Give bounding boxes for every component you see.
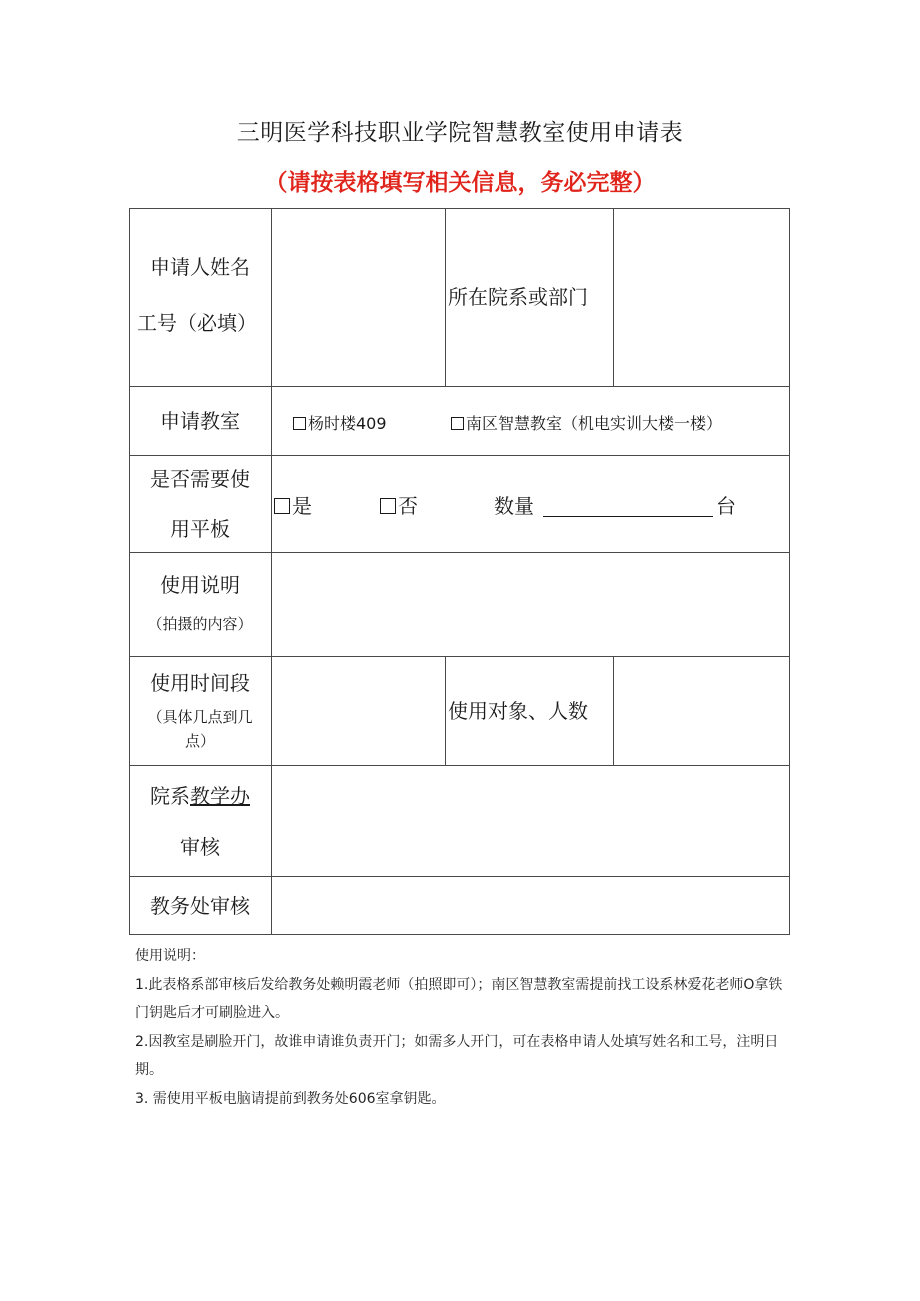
department-label: 所在院系或部门: [448, 284, 588, 309]
page-title: 三明医学科技职业学院智慧教室使用申请表: [236, 120, 684, 146]
classroom-option-south[interactable]: 南区智慧教室（机电实训大楼一楼）: [451, 411, 722, 434]
time-field[interactable]: [272, 657, 444, 765]
usage-label: 使用说明: [160, 572, 240, 597]
usage-sublabel: （拍摄的内容）: [147, 614, 253, 633]
table-border-bottom: [129, 934, 790, 935]
time-label: 使用时间段: [150, 670, 250, 695]
usage-notes: [135, 942, 795, 1113]
tablet-no-option[interactable]: 否: [380, 490, 418, 519]
classroom-option-yangshi[interactable]: 杨时楼409: [293, 411, 387, 434]
tablet-label-line1: 是否需要使: [150, 466, 250, 491]
note-item: 2.因教室是刷脸开门，故谁申请谁负责开门；如需多人开门，可在表格申请人处填写姓名和工号，注明日期。: [135, 1033, 779, 1078]
time-sublabel-line2: 点）: [184, 731, 215, 750]
checkbox-icon: [293, 417, 306, 430]
note-item: 1.此表格系部审核后发给教务处赖明霞老师（拍照即可）；南区智慧教室需提前找工设系林爱花老师O拿铁门钥匙后才可刷脸进入。: [135, 976, 783, 1021]
quantity-field[interactable]: [543, 498, 713, 517]
applicant-name-label: 申请人姓名: [150, 254, 250, 279]
checkbox-icon: [380, 498, 396, 514]
note-item: 3. 需使用平板电脑请提前到教务处606室拿钥匙。: [135, 1090, 446, 1107]
office-review-label: 教务处审核: [150, 893, 250, 918]
classroom-label: 申请教室: [160, 408, 240, 433]
tablet-quantity: [494, 490, 736, 519]
applicant-id-label: 工号（必填）: [137, 310, 257, 335]
application-form: [129, 208, 790, 935]
office-review-field[interactable]: [272, 877, 788, 934]
page-subtitle: （请按表格填写相关信息，务必完整）: [264, 170, 656, 196]
time-sublabel-line1: （具体几点到几: [147, 707, 253, 726]
dept-review-field[interactable]: [272, 766, 788, 876]
department-field[interactable]: [614, 209, 788, 385]
notes-heading: 使用说明：: [135, 948, 205, 964]
checkbox-icon: [451, 417, 464, 430]
tablet-label-line2: 用平板: [170, 516, 230, 541]
dept-review-label: 院系 教学办: [150, 783, 250, 808]
quantity-unit: 台: [716, 494, 736, 518]
audience-field[interactable]: [614, 657, 788, 765]
applicant-name-field[interactable]: [272, 209, 444, 385]
checkbox-icon: [274, 498, 290, 514]
table-border-right: [789, 208, 790, 935]
tablet-yes-option[interactable]: 是: [274, 490, 312, 519]
dept-review-label-line2: 审核: [180, 834, 220, 859]
audience-label: 使用对象、人数: [448, 698, 588, 723]
usage-field[interactable]: [272, 553, 788, 656]
quantity-label: 数量: [494, 494, 534, 518]
row-divider: [129, 455, 790, 456]
